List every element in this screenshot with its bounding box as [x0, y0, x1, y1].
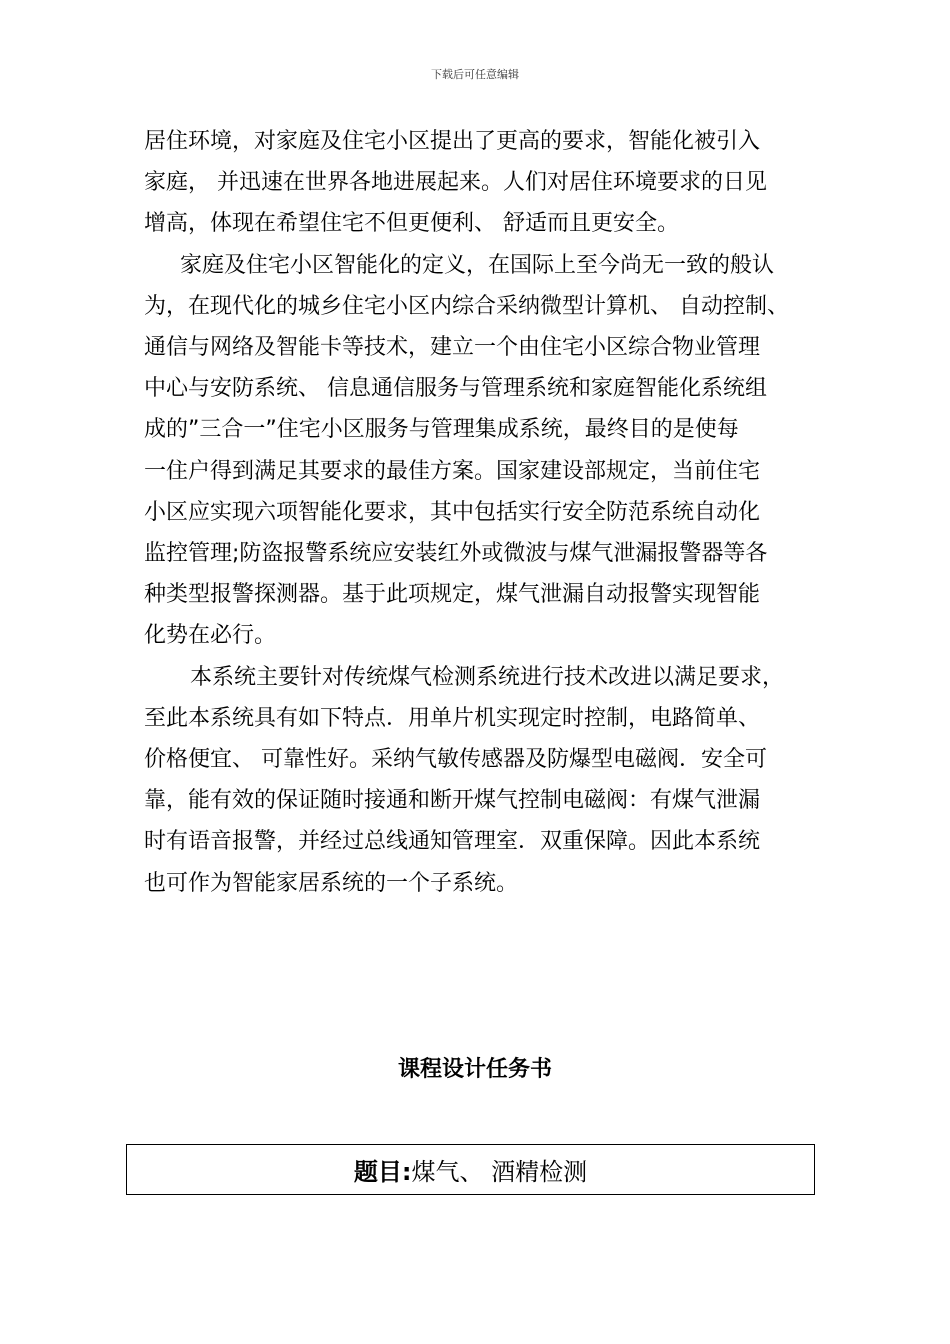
text-line: 也可作为智能家居系统的一个子系统。: [144, 870, 519, 896]
title-value: 煤气、 酒精检测: [411, 1158, 588, 1186]
title-box: [126, 1144, 815, 1195]
paragraph: [144, 245, 809, 657]
text-line: 时有语音报警，并经过总线通知管理室．双重保障。因此本系统: [144, 829, 761, 855]
text-line: 种类型报警探测器。基于此项规定，煤气泄漏自动报警实现智能: [144, 582, 761, 608]
paragraph: [144, 657, 809, 904]
text-line: 监控管理;防盗报警系统应安装红外或微波与煤气泄漏报警器等各: [144, 541, 768, 567]
text-line: 小区应实现六项智能化要求，其中包括实行安全防范系统自动化: [144, 499, 761, 525]
section-title: 课程设计任务书: [397, 1057, 552, 1082]
title-label: 题目:: [353, 1158, 412, 1186]
text-line: 至此本系统具有如下特点．用单片机实现定时控制，电路简单、: [144, 705, 761, 731]
text-line: 本系统主要针对传统煤气检测系统进行技术改进以满足要求，: [190, 664, 785, 690]
text-line: 成的”三合一”住宅小区服务与管理集成系统，最终目的是使每: [144, 417, 739, 443]
text-line: 价格便宜、 可靠性好。采纳气敏传感器及防爆型电磁阀．安全可: [144, 747, 767, 773]
text-line: 化势在必行。: [144, 623, 277, 649]
text-line: 一住户得到满足其要求的最佳方案。国家建设部规定，当前住宅: [144, 458, 761, 484]
page-header: 下载后可任意编辑: [431, 68, 519, 81]
paragraph: [144, 121, 809, 245]
text-line: 通信与网络及智能卡等技术，建立一个由住宅小区综合物业管理: [144, 335, 761, 361]
text-line: 为，在现代化的城乡住宅小区内综合采纳微型计算机、 自动控制、: [144, 293, 789, 319]
text-line: 中心与安防系统、 信息通信服务与管理系统和家庭智能化系统组: [144, 376, 767, 402]
text-line: 家庭及住宅小区智能化的定义，在国际上至今尚无一致的般认: [180, 252, 775, 278]
text-line: 增高，体现在希望住宅不但更便利、 舒适而且更安全。: [144, 211, 679, 237]
text-line: 居住环境，对家庭及住宅小区提出了更高的要求，智能化被引入: [144, 129, 761, 154]
text-line: 靠，能有效的保证随时接通和断开煤气控制电磁阀：有煤气泄漏: [144, 788, 761, 814]
body-text: [144, 121, 809, 904]
text-line: 家庭， 并迅速在世界各地进展起来。人们对居住环境要求的日见: [144, 170, 767, 196]
